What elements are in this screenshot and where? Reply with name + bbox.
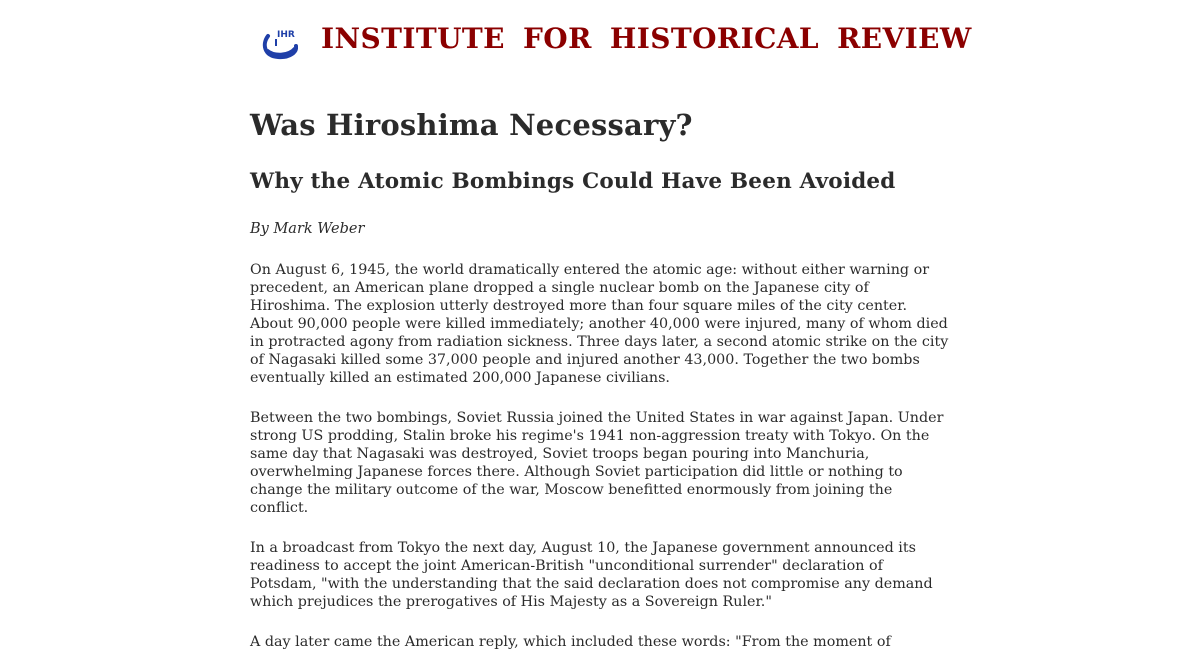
ihr-logo-icon[interactable] [262,26,298,60]
site-title[interactable]: INSTITUTE FOR HISTORICAL REVIEW [321,22,972,55]
logo-text: IHR [277,30,295,40]
article-subtitle: Why the Atomic Bombings Could Have Been Avoided [250,169,896,194]
article-paragraph: Between the two bombings, Soviet Russia joined the United States in war against Japan. Under strong US prodding, Stalin broke his regime's 1941 non-aggression treaty with Tokyo. On the same day that Nagasaki was destroyed, Soviet troops began pouring into Manchuria, overwhelming Japanese forces there. Although Soviet participation did little or nothing to change the military outcome of the war, Moscow benefitted enormously from joining the conflict. [250,410,944,516]
article-title: Was Hiroshima Necessary? [250,108,693,142]
article-paragraph: In a broadcast from Tokyo the next day, August 10, the Japanese government announced its readiness to accept the joint American-British "unconditional surrender" declaration of Potsdam, "with the understanding that the said declaration does not compromise any demand which prejudices the prerogatives of His Majesty as a Sovereign Ruler." [250,540,933,610]
site-header [0,0,1200,80]
article [250,104,950,651]
article-byline: By Mark Weber [250,221,365,237]
article-paragraph: A day later came the American reply, which included these words: "From the moment of [250,634,891,650]
article-paragraph: On August 6, 1945, the world dramatically entered the atomic age: without either warning or precedent, an American plane dropped a single nuclear bomb on the Japanese city of Hiroshima. The explosion utterly destroyed more than four square miles of the city center. About 90,000 people were killed immediately; another 40,000 were injured, many of whom died in protracted agony from radiation sickness. Three days later, a second atomic strike on the city of Nagasaki killed some 37,000 people and injured another 43,000. Together the two bombs eventually killed an estimated 200,000 Japanese civilians. [250,262,949,386]
